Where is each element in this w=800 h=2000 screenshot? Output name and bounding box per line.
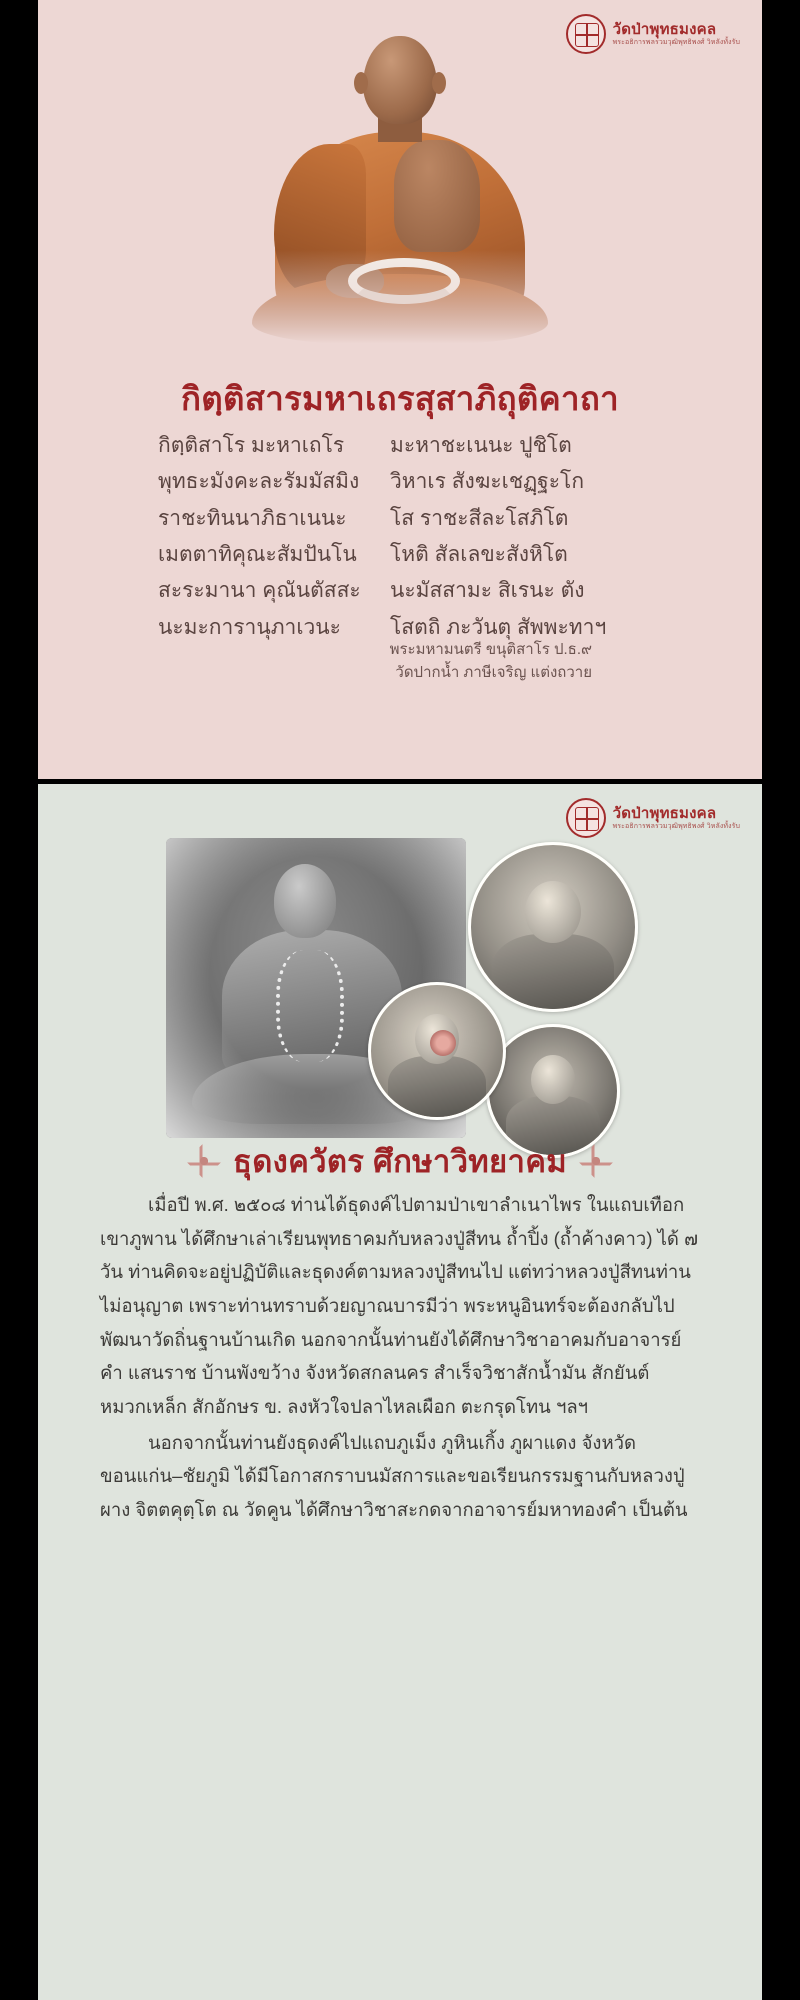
temple-name: วัดป่าพุทธมงคล (612, 21, 717, 39)
credit-line: พระมหามนตรี ขนุติสาโร ป.ธ.๙ (389, 641, 592, 658)
card-thudong-biography (38, 784, 762, 2000)
monk-head (363, 36, 437, 124)
verse-line: เมตตาทิคุณะสัมปันโน (158, 543, 357, 567)
temple-subtitle: พระอธิการพลรวมวุฒิพุทธิพงศ์ วิหลังทั้งรับ (612, 822, 740, 830)
verse-line: โหติ สัลเลขะสังหิโต (390, 543, 568, 567)
temple-seal-icon (566, 14, 606, 54)
gatha-credit (390, 638, 592, 685)
elder-monk-portrait-circle (468, 842, 638, 1012)
diamond-ornament-icon (186, 1143, 223, 1180)
biography-body (100, 1188, 700, 1527)
flower-icon (430, 1030, 456, 1056)
temple-logo (566, 14, 740, 54)
photo-fade-overlay (38, 250, 762, 370)
portrait-robe (388, 1056, 486, 1120)
verse-line: วิหาเร สังฆะเชฏฺฐะโก (390, 470, 585, 494)
monk-ear-left (354, 72, 368, 94)
temple-logo-text (613, 21, 740, 46)
temple-subtitle: พระอธิการพลรวมวุฒิพุทธิพงศ์ วิหลังทั้งรับ (612, 38, 740, 46)
monk-chest (394, 140, 480, 252)
diamond-ornament-icon (578, 1143, 615, 1180)
card2-title-row (38, 1136, 762, 1186)
verse-line: มะหาชะเนนะ ปูชิโต (390, 434, 572, 457)
verse-line: นะมะการานุภาเวนะ (158, 615, 341, 639)
gatha-verse (158, 432, 658, 642)
verse-line: นะมัสสามะ สิเรนะ ตัง (390, 579, 585, 603)
verse-line: สะระมานา คุณันตัสสะ (158, 579, 361, 603)
portrait-head (531, 1055, 575, 1104)
card2-title: ธุดงควัตร ศึกษาวิทยาคม (232, 1144, 567, 1179)
portrait-robe (492, 934, 613, 1012)
verse-line: กิตฺติสาโร มะหาเถโร (158, 434, 345, 457)
card1-title: กิตฺติสารมหาเถรสุสาภิถุติคาถา (181, 380, 619, 417)
biography-paragraph: เมื่อปี พ.ศ. ๒๕๐๘ ท่านได้ธุดงค์ไปตามป่าเขาลำเนาไพร ในแถบเทือกเขาภูพาน ได้ศึกษาเล่าเรียนพุทธาคมกับหลวงปู่สีทน ถ้ำปิ้ง (ถ้ำค้างคาว) ได้ ๗ วัน ท่านคิดจะอยู่ปฏิบัติและธุดงค์ตามหลวงปู่สีทนไป แต่ทว่าหลวงปู่สีทนท่านไม่อนุญาต เพราะท่านทราบด้วยญาณบารมีว่า พระหนูอินทร์จะต้องกลับไปพัฒนาวัดถิ่นฐานบ้านเกิด นอกจากนั้นท่านยังได้ศึกษาวิชาอาคมกับอาจารย์คำ แสนราช บ้านพังขว้าง จังหวัดสกลนคร สำเร็จวิชาสักน้ำมัน สักยันต์หมวกเหล็ก สักอักษร ข. ลงหัวใจปลาไหลเผือก ตะกรุดโทน ฯลฯ (100, 1194, 698, 1417)
credit-line: วัดปากน้ำ ภาษีเจริญ แต่งถวาย (395, 664, 592, 682)
verse-line: โสตถิ ภะวันตุ สัพพะทาฯ (390, 615, 607, 639)
verse-line: ราชะทินนาภิธาเนนะ (158, 506, 347, 530)
card-kittisara-gatha (38, 0, 762, 779)
biography-paragraph: นอกจากนั้นท่านยังธุดงค์ไปแถบภูเม็ง ภูหินเกิ้ง ภูผาแดง จังหวัดขอนแก่น–ชัยภูมิ ได้มีโอกาสกราบนมัสการและขอเรียนกรรมฐานกับหลวงปู่ผาง จิตตคุตฺโต ณ วัดคูน ได้ศึกษาวิชาสะกดจากอาจารย์มหาทองคำ เป็นต้น (100, 1431, 688, 1520)
verse-line: พุทธะมังคะละรัมมัสมิง (158, 470, 360, 494)
monk-ear-right (432, 72, 446, 94)
portrait-head (525, 881, 581, 943)
photo-collage (38, 824, 762, 1154)
temple-name: วัดป่าพุทธมงคล (612, 805, 717, 823)
luangpu-photo (38, 0, 762, 370)
verse-line: โส ราชะสีละโสภิโต (390, 506, 569, 530)
